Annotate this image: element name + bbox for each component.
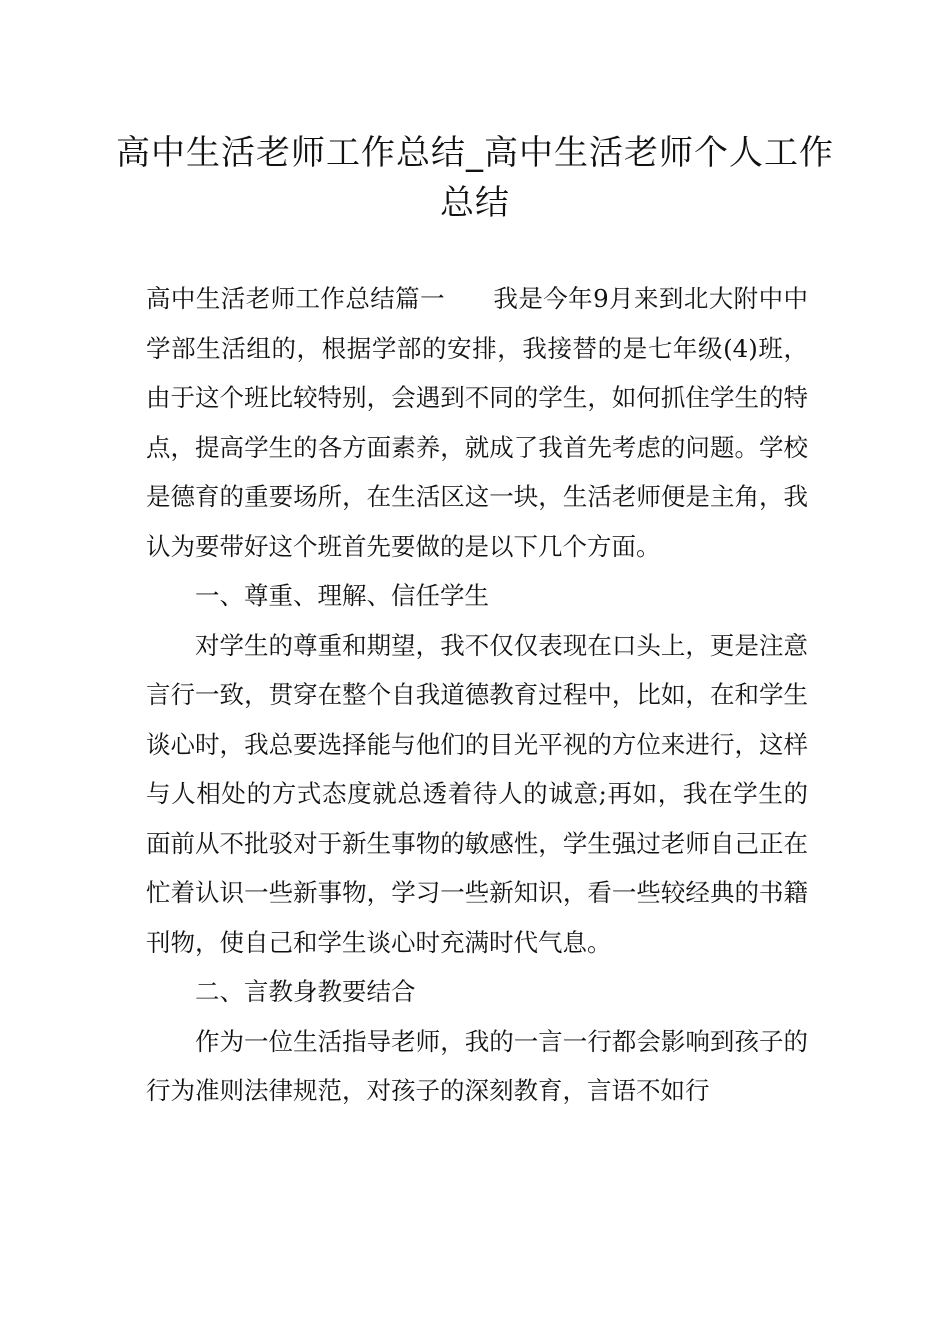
document-title: 高中生活老师工作总结_高中生活老师个人工作总结 [116,133,834,223]
section-heading: 一、尊重、理解、信任学生 [195,581,489,610]
intro-paragraph [146,274,808,571]
paragraph-text: 对学生的尊重和期望，我不仅仅表现在口头上，更是注意言行一致，贯穿在整个自我道德教育过程中，比如，在和学生谈心时，我总要选择能与他们的目光平视的方位来进行，这样与人相处的方式态度就总透着待人的诚意;再如，我在学生的面前从不批驳对于新生事物的敏感性，学生强过老师自己正在忙着认识一些新事物，学习一些新知识，看一些较经典的书籍刊物，使自己和学生谈心时充满时代气息。 [146,630,808,957]
paragraph-text: 作为一位生活指导老师，我的一言一行都会影响到孩子的行为准则法律规范，对孩子的深刻教育，言语不如行 [146,1026,808,1105]
intro-heading: 高中生活老师工作总结篇一 [146,284,445,313]
paragraph-text: 我是今年9月来到北大附中中学部生活组的，根据学部的安排，我接替的是七年级(4)班，由于这个班比较特别，会遇到不同的学生，如何抓住学生的特点，提高学生的各方面素养，就成了我首先考虑的问题。学校是德育的重要场所，在生活区这一块，生活老师便是主角，我认为要带好这个班首先要做的是以下几个方面。 [146,284,808,561]
section-heading: 二、言教身教要结合 [195,977,416,1006]
document-body [146,274,808,1116]
